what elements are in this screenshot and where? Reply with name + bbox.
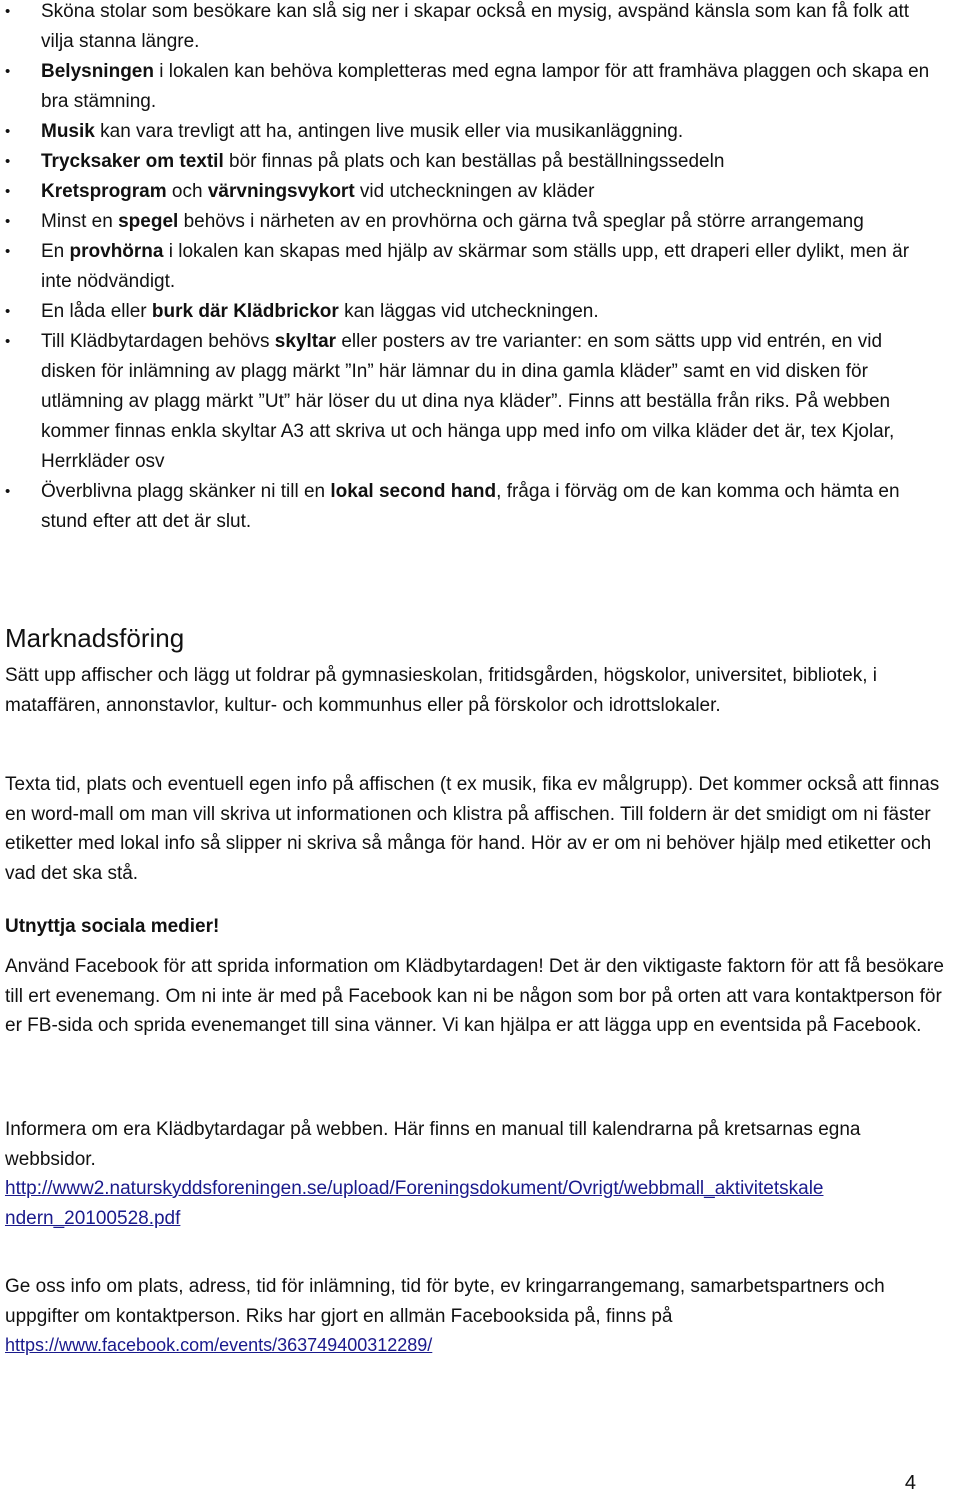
bullet-icon: • (5, 183, 11, 200)
facebook-event-link[interactable]: https://www.facebook.com/events/363749400312289/ (5, 1335, 433, 1355)
item-text: kan vara trevligt att ha, antingen live musik eller via musikanläggning. (94, 121, 684, 142)
item-bold: spegel (118, 211, 179, 232)
item-text: , fråga i förväg om de kan komma och hämta en stund efter att det är slut. (41, 481, 900, 532)
list-item (0, 297, 930, 327)
item-bold: Kretsprogram (41, 181, 167, 202)
bullet-icon: • (5, 333, 11, 350)
bullet-icon: • (5, 243, 11, 260)
list-item (0, 147, 930, 177)
list-item (0, 117, 930, 147)
item-text: i lokalen kan behöva kompletteras med egna lampor för att framhäva plaggen och skapa en bra stämning. (41, 61, 930, 112)
item-bold: burk där Klädbrickor (151, 301, 339, 322)
manual-link-block (5, 1174, 960, 1233)
item-text: bör finnas på plats och kan beställas på beställningssedeln (223, 151, 725, 172)
paragraph: Informera om era Klädbytardagar på webben. Här finns en manual till kalendrarna på kretsarnas egna webbsidor. (5, 1119, 861, 1170)
item-text: eller posters av tre varianter: en som sätts upp vid entrén, en vid disken för inlämning av plagg märkt ”In” här lämnar du in dina gamla kläder” samt en vid disken för utlämning av plagg märkt ”Ut” här löser du ut dina nya kläder”. Finns att beställa från riks. På webben kommer finnas enkla skyltar A3 att skriva ut och hänga upp med info om vilka kläder det är, tex Kjolar, Herrkläder osv (41, 331, 895, 472)
list-item (0, 57, 930, 117)
bullet-icon: • (5, 303, 11, 320)
section-heading: Marknadsföring (5, 623, 185, 653)
list-item (0, 237, 930, 297)
bullet-icon: • (5, 483, 11, 500)
item-lead: Minst en (41, 211, 119, 232)
item-text: i lokalen kan skapas med hjälp av skärmar som ställs upp, ett draperi eller dylikt, men är inte nödvändigt. (41, 241, 910, 292)
item-bold: Belysningen (41, 61, 154, 82)
item-text: Sköna stolar som besökare kan slå sig ner i skapar också en mysig, avspänd känsla som kan få folk att vilja stanna längre. (41, 1, 910, 52)
item-text: kan läggas vid utcheckningen. (338, 301, 599, 322)
list-item (0, 477, 930, 537)
manual-link-continued[interactable]: ndern_20100528.pdf (5, 1207, 181, 1229)
item-lead: En låda eller (41, 301, 152, 322)
page-number: 4 (904, 1472, 916, 1494)
item-bold: skyltar (274, 331, 337, 352)
list-item (0, 177, 930, 207)
bullet-icon: • (5, 3, 11, 20)
item-bold: värvningsvykort (207, 181, 355, 202)
item-text: och (166, 181, 208, 202)
item-lead: Till Klädbytardagen behövs (41, 331, 275, 352)
paragraph: Texta tid, plats och eventuell egen info på affischen (t ex musik, fika ev målgrupp). Det kommer också att finnas en word-mall om man vill skriva ut informationen och klistra på affischen. Till foldern är det smidigt om ni fäster etiketter med lokal info så slipper ni skriva så många för hand. Hör av er om ni behöver hjälp med etiketter och vad det ska stå. (5, 774, 940, 884)
list-item (0, 327, 930, 477)
bullet-icon: • (5, 213, 11, 230)
bullet-icon: • (5, 123, 11, 140)
paragraph (5, 1272, 905, 1361)
paragraph: Använd Facebook för att sprida information om Klädbytardagen! Det är den viktigaste faktorn för att få besökare till ert evenemang. Om ni inte är med på Facebook kan ni be någon som bor på orten att vara kontaktperson för er FB-sida och sprida evenemanget till sina vänner. Vi kan hjälpa er att lägga upp en eventsida på Facebook. (5, 956, 944, 1036)
paragraph-text: Ge oss info om plats, adress, tid för inlämning, tid för byte, ev kringarrangemang, samarbetspartners och uppgifter om kontaktperson. Riks har gjort en allmän Facebooksida på, finns på (5, 1276, 885, 1327)
bullet-icon: • (5, 63, 11, 80)
bullet-icon: • (5, 153, 11, 170)
item-lead: Överblivna plagg skänker ni till en (41, 481, 331, 502)
item-bold: provhörna (69, 241, 164, 262)
paragraph: Sätt upp affischer och lägg ut foldrar på gymnasieskolan, fritidsgården, högskolor, universitet, bibliotek, i mataffären, annonstavlor, kultur- och kommunhus eller på förskolor och idrottslokaler. (5, 665, 878, 716)
item-lead: En (41, 241, 70, 262)
bullet-list (0, 0, 930, 537)
manual-link[interactable]: http://www2.naturskyddsforeningen.se/upload/Foreningsdokument/Ovrigt/webbmall_aktivitetskale (5, 1178, 824, 1199)
subheading: Utnyttja sociala medier! (5, 916, 220, 937)
list-item (0, 0, 930, 57)
item-text: behövs i närheten av en provhörna och gärna två speglar på större arrangemang (178, 211, 864, 232)
item-bold: Musik (41, 121, 95, 142)
item-bold: Trycksaker om textil (41, 151, 224, 172)
item-text: vid utcheckningen av kläder (354, 181, 595, 202)
item-bold: lokal second hand (330, 481, 497, 502)
list-item (0, 207, 930, 237)
